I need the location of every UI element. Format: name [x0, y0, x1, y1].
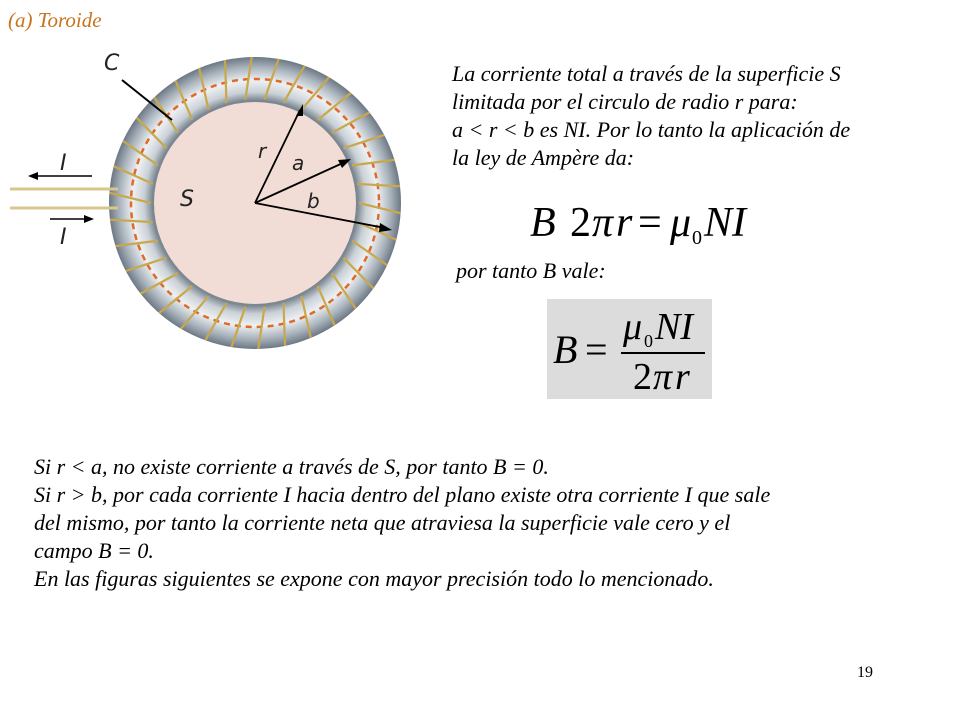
winding-turn [284, 303, 286, 346]
conclusion-paragraph [34, 453, 944, 593]
eq2-equals: = [585, 327, 608, 372]
eq2-mu: μ [623, 306, 643, 348]
page-number: 19 [857, 664, 873, 681]
eq1-pi: π [592, 200, 614, 246]
toroid-figure [0, 40, 420, 400]
current-arrow-bottom [50, 215, 94, 223]
eq1-2: 2 [570, 200, 591, 246]
eq1-mu: μ [670, 200, 692, 246]
winding-turn [225, 60, 227, 103]
eq2-den-r: r [675, 356, 690, 398]
field-equation [547, 299, 712, 399]
ampere-law-equation [528, 196, 768, 250]
eq2-den-2: 2 [633, 356, 652, 398]
intro-line: limitada por el circulo de radio r para: [452, 89, 798, 114]
conclusion-line: En las figuras siguientes se expone con mayor precisión todo lo mencionado. [34, 566, 714, 591]
b-value-label: por tanto B vale: [456, 258, 606, 283]
eq2-den-pi: π [653, 356, 673, 398]
intro-paragraph [452, 60, 952, 172]
intro-line: La corriente total a través de la superficie S [452, 61, 841, 86]
label-i-top: I [60, 151, 67, 176]
eq2-sub0: 0 [644, 331, 653, 351]
figure-caption: (a) Toroide [8, 8, 102, 32]
conclusion-line: del mismo, por tanto la corriente neta que atraviesa la superficie vale cero y el [34, 510, 731, 535]
label-i-bottom: I [60, 225, 67, 250]
field-equation-box [547, 299, 712, 399]
conclusion-line: Si r > b, por cada corriente I hacia dentro del plano existe otra corriente I que sale [34, 482, 771, 507]
eq2-b: B [553, 327, 578, 372]
intro-line: la ley de Ampère da: [452, 145, 635, 170]
label-b: b [307, 189, 320, 213]
intro-line: a < r < b es NI. Por lo tanto la aplicación de [452, 117, 851, 142]
label-a: a [292, 151, 305, 175]
eq1-b: B [530, 200, 556, 246]
label-s: S [180, 187, 194, 212]
conclusion-line: campo B = 0. [34, 538, 154, 563]
label-c: C [104, 51, 120, 76]
label-r: r [258, 139, 267, 163]
eq1-r: r [616, 200, 633, 246]
eq1-equals: = [638, 200, 662, 246]
eq1-ni: NI [704, 200, 746, 246]
conclusion-line: Si r < a, no existe corriente a través de S, por tanto B = 0. [34, 454, 549, 479]
eq2-ni: NI [655, 306, 693, 348]
eq1-sub0: 0 [692, 227, 702, 249]
